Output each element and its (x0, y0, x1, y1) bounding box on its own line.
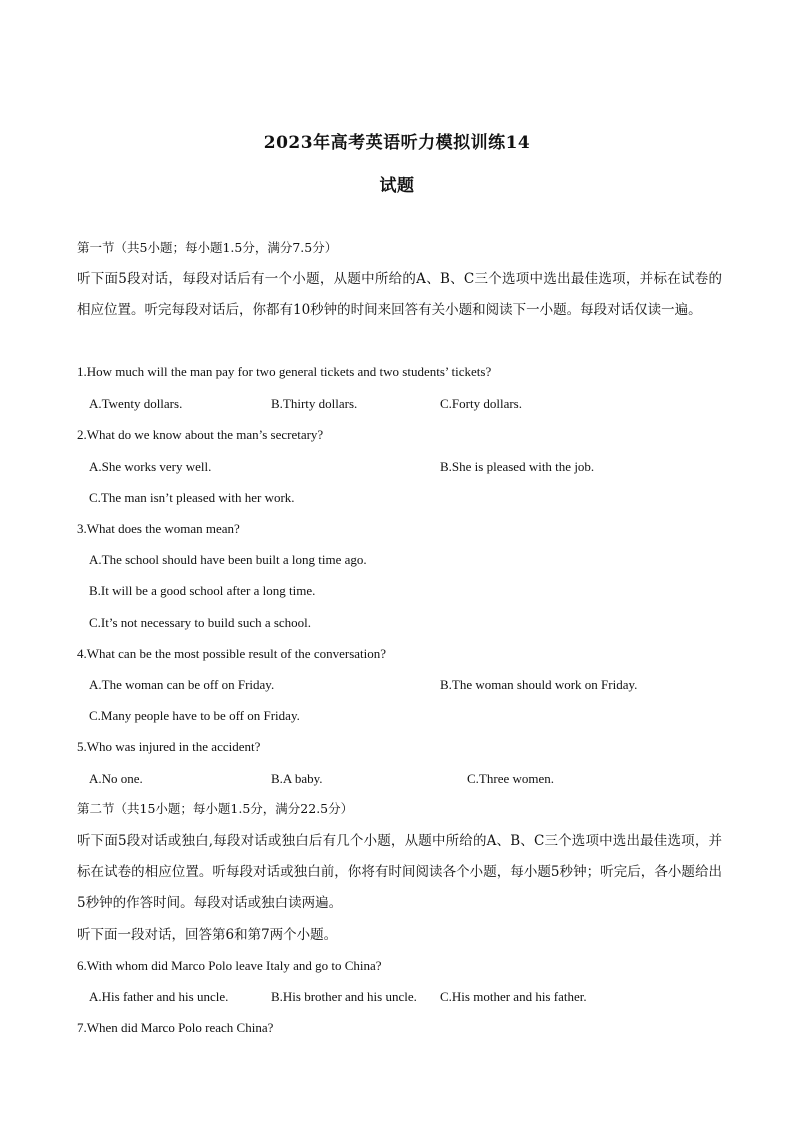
q1-option-b: B.Thirty dollars. (271, 396, 358, 411)
q3-option-a: A.The school should have been built a long time ago. (89, 552, 367, 567)
q2-option-a: A.She works very well. (89, 459, 212, 474)
section2-header: 第二节（共15小题；每小题1.5分，满分22.5分） (77, 801, 354, 816)
section2-dialog-note: 听下面一段对话，回答第6和第7两个小题。 (77, 927, 338, 943)
q5-option-b: B.A baby. (271, 771, 323, 786)
section1-instructions: 听下面5段对话，每段对话后有一个小题，从题中所给的A、B、C三个选项中选出最佳选项，并标在试卷的相应位置。听完每段对话后，你都有10秒钟的时间来回答有关小题和阅读下一小题。每段对话仅读一遍。 (77, 271, 722, 318)
section2-instructions: 听下面5段对话或独白,每段对话或独白后有几个小题，从题中所给的A、B、C三个选项中选出最佳选项，并标在试卷的相应位置。听每段对话或独白前，你将有时间阅读各个小题，每小题5秒钟；听完后，各小题给出5秒钟的作答时间。每段对话或独白读两遍。 (77, 833, 722, 911)
q1-option-a: A.Twenty dollars. (89, 396, 183, 411)
q5-option-a: A.No one. (89, 771, 143, 786)
exam-title: 2023年高考英语听力模拟训练14 (263, 133, 531, 153)
question-4: 4.What can be the most possible result of the conversation? (77, 646, 387, 661)
q2-option-c: C.The man isn’t pleased with her work. (89, 490, 295, 505)
question-7: 7.When did Marco Polo reach China? (77, 1020, 274, 1035)
q6-option-c: C.His mother and his father. (440, 989, 587, 1004)
q4-option-c: C.Many people have to be off on Friday. (89, 708, 300, 723)
exam-subtitle: 试题 (379, 176, 415, 196)
q1-option-c: C.Forty dollars. (440, 396, 522, 411)
q5-option-c: C.Three women. (467, 771, 555, 786)
question-6: 6.With whom did Marco Polo leave Italy and go to China? (77, 958, 382, 973)
question-2: 2.What do we know about the man’s secretary? (77, 427, 324, 442)
q4-option-a: A.The woman can be off on Friday. (89, 677, 275, 692)
q6-option-b: B.His brother and his uncle. (271, 989, 417, 1004)
q6-option-a: A.His father and his uncle. (89, 989, 229, 1004)
question-1: 1.How much will the man pay for two general tickets and two students’ tickets? (77, 364, 492, 379)
question-5: 5.Who was injured in the accident? (77, 739, 261, 754)
q4-option-b: B.The woman should work on Friday. (440, 677, 638, 692)
q3-option-b: B.It will be a good school after a long time. (89, 583, 316, 598)
question-3: 3.What does the woman mean? (77, 521, 240, 536)
q2-option-b: B.She is pleased with the job. (440, 459, 595, 474)
section1-header: 第一节（共5小题；每小题1.5分，满分7.5分） (77, 240, 338, 255)
q3-option-c: C.It’s not necessary to build such a school. (89, 615, 312, 630)
